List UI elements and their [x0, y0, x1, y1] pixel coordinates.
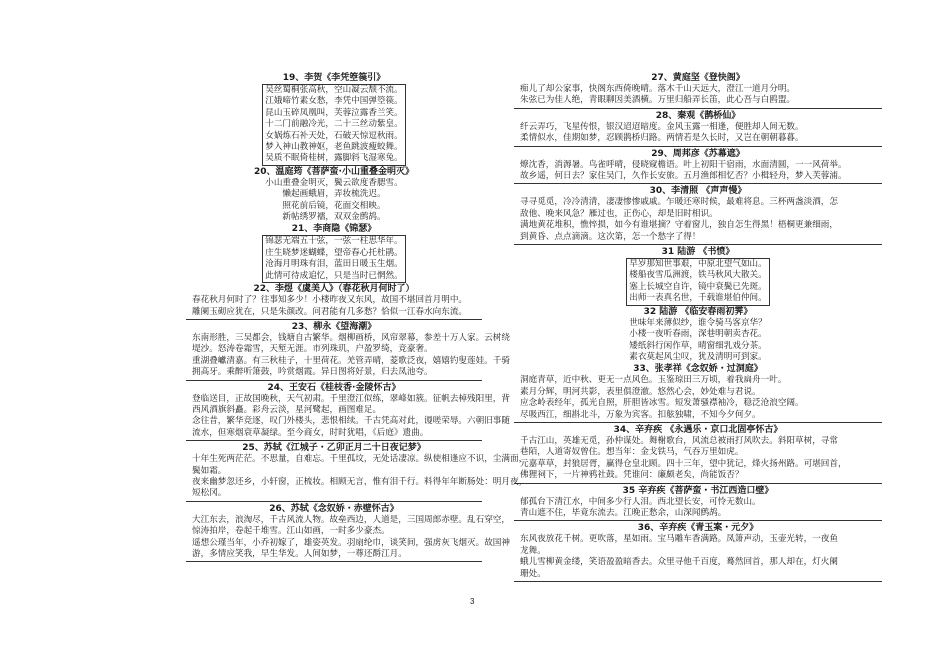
poem-line: 大江东去，浪淘尽，千古风流人物。故垒西边，人道是，三国周郎赤壁。乱石穿空， — [192, 514, 510, 525]
poem-line: 敌他、晚来风急？雁过也，正伤心，却是旧时相识。 — [520, 208, 718, 219]
poem-line: 堤沙。怒涛卷霜雪，天堑无涯。市列珠玑，户盈罗绮，竞豪奢。 — [192, 344, 433, 355]
poem-title: 28、秦观《鹊桥仙》 — [655, 110, 741, 121]
poem-line: 照花前后镜，花面交相映。 — [282, 200, 386, 211]
poem-line: 游，多情应笑我，早生华发。人间如梦，一尊还酹江月。 — [192, 549, 407, 559]
poem-title: 25、苏轼《江城子・乙卯正月二十日夜记梦》 — [242, 443, 426, 454]
poem-title: 36、辛弃疾《青玉案・元夕》 — [637, 523, 759, 534]
poem-body — [186, 332, 510, 381]
poem-line: 沧海月明珠有泪，蓝田日暖玉生烟。 — [265, 259, 403, 270]
poem-line: 千古江山，英雄无觅，孙仲谋处。舞榭歌台，风流总被雨打风吹去。斜阳草树，寻常 — [520, 435, 838, 446]
poem-line: 遥想公瑾当年，小乔初嫁了，雄姿英发。羽扇纶巾，谈笑间，强虏灰飞烟灭。故国神 — [192, 537, 510, 548]
poem-line: 重湖叠巘清嘉。有三秋桂子，十里荷花。羌管弄晴，菱歌泛夜，嬉嬉钓叟莲娃。千骑 — [192, 355, 510, 366]
poem-body — [514, 534, 882, 582]
poem-line: 西风酒旗斜矗。彩舟云淡，星河鹭起，画图难足。 — [192, 404, 382, 415]
poem-title: 29、周邦彦《苏幕遮》 — [651, 148, 745, 159]
poem-section — [186, 503, 510, 563]
poem-line: 郁孤台下清江水，中间多少行人泪。西北望长安，可怜无数山。 — [520, 496, 761, 507]
poem-line: 梦入神山教神妪，老鱼跳波瘦蛟舞。 — [265, 142, 403, 153]
poem-line: 朱弦已为佳人绝，青眼聊因美酒横。万里归船弄长笛，此心吾与白鸥盟。 — [520, 95, 796, 106]
poem-body — [186, 178, 482, 224]
poem-section — [514, 246, 882, 306]
poem-line: 十年生死两茫茫。不思量，自难忘。千里孤坟，无处话凄凉。纵使相逢应不识，尘满面， — [192, 454, 528, 465]
poem-line: 昆山玉碎凤凰叫，芙蓉泣露香兰笑。 — [265, 107, 403, 118]
poem-body — [186, 393, 510, 442]
poem-section — [514, 485, 882, 522]
poem-body — [186, 514, 510, 563]
poem-line: 世味年来薄似纱，谁令骑马客京华？ — [629, 317, 767, 328]
poem-section — [514, 148, 882, 185]
page-number: 3 — [470, 597, 475, 606]
poem-line: 元嘉草草，封狼居胥，赢得仓皇北顾。四十三年，望中犹记，烽火扬州路。可堪回首， — [520, 458, 847, 469]
poem-line: 青山遮不住，毕竟东流去。江晚正愁余，山深闻鹧鸪。 — [520, 507, 727, 518]
poem-body — [514, 318, 882, 364]
poem-title: 20、温庭筠《菩萨蛮·小山重叠金明灭》 — [254, 166, 414, 177]
poem-line: 拥高牙。乘醉听箫鼓，吟赏烟霞。异日图将好景，归去凤池夸。 — [192, 367, 433, 378]
poem-title: 21、李商隐《锦瑟》 — [291, 224, 377, 235]
poem-line: 念往昔，繁华竞逐，叹门外楼头，悲恨相续。千古凭高对此，谩嗟荣辱。六朝旧事随 — [192, 416, 510, 427]
poem-line: 佛狸祠下，一片神鸦社鼓。凭谁问：廉颇老矣，尚能饭否？ — [520, 470, 744, 481]
poem-section — [186, 382, 510, 442]
poem-title: 23、柳永《望海潮》 — [291, 321, 377, 332]
poem-section — [186, 223, 482, 283]
poem-line: 此情可待成追忆，只是当时已惘然。 — [265, 270, 403, 281]
poem-section — [514, 185, 882, 245]
poem-body — [514, 84, 882, 109]
poem-line: 到黄昏、点点滴滴。这次第，怎一个愁字了得！ — [520, 231, 701, 242]
poem-title: 19、李贺《李凭箜篌引》 — [282, 73, 386, 83]
poem-section — [186, 72, 482, 166]
poem-line: 登临送目，正故国晚秋，天气初肃。千里澄江似练，翠峰如簇。征帆去棹残阳里，背 — [192, 393, 510, 404]
poem-line: 满地黄花堆积，憔悴损，如今有谁堪摘？守着窗儿，独自怎生得黑！梧桐更兼细雨， — [520, 220, 838, 231]
poem-line: 尽吸西江，细斟北斗，万象为宾客。扣舷独啸，不知今夕何夕。 — [520, 409, 761, 420]
poem-line: 寻寻觅觅，冷冷清清，凄凄惨惨戚戚。乍暖还寒时候，最难将息。三杯两盏淡酒，怎 — [520, 197, 838, 208]
poem-line: 新帖绣罗襦，双双金鹧鸪。 — [282, 212, 386, 223]
poem-section — [514, 522, 882, 582]
poem-line: 春花秋月何时了？往事知多少！小楼昨夜又东风，故国不堪回首月明中。 — [192, 295, 468, 306]
left-column — [186, 72, 528, 563]
poem-title: 24、王安石《桂枝香·金陵怀古》 — [267, 382, 401, 393]
poem-title: 26、苏轼《念奴娇・赤壁怀古》 — [269, 503, 399, 514]
poem-title: 27、黄庭坚《登快阁》 — [651, 73, 745, 83]
poem-box — [262, 235, 406, 283]
poem-line: 燎沈香，消溽暑。鸟雀呼晴，侵晓窥檐语。叶上初阳干宿雨，水面清圆，一一风荷举。 — [520, 159, 847, 170]
poem-line: 吴质不眠倚桂树，露脚斜飞湿寒兔。 — [265, 153, 403, 164]
poem-title: 35 辛弃疾《菩萨蛮・书江西造口壁》 — [622, 485, 774, 496]
poem-line: 巷陌，人道寄奴曾住。想当年：金戈铁马，气吞万里如虎。 — [520, 447, 744, 458]
poem-body — [186, 295, 482, 320]
poem-section — [514, 306, 882, 364]
poem-box — [626, 258, 770, 306]
right-column — [514, 72, 882, 583]
poem-line: 小山重叠金明灭，鬓云欲度香腮雪。 — [265, 177, 403, 188]
poem-title: 30、李清照 《声声慢》 — [649, 186, 747, 197]
poem-box-wrap — [186, 235, 482, 283]
poem-line: 出师一表真名世，千载谁堪伯仲间。 — [629, 293, 767, 304]
poem-body — [514, 375, 882, 423]
poem-line: 懒起画蛾眉，弄妆梳洗迟。 — [282, 189, 386, 200]
poem-line: 锦瑟无端五十弦，一弦一柱思华年。 — [265, 236, 403, 247]
poem-section — [186, 321, 510, 381]
poem-body — [514, 197, 882, 245]
poem-line: 矮纸斜行闲作草，晴窗细乳戏分茶。 — [629, 340, 767, 351]
poem-line: 吴丝蜀桐张高秋，空山凝云颓不流。 — [265, 85, 403, 95]
poem-line: 雕阑玉砌应犹在，只是朱颜改。问君能有几多愁？恰似一江春水向东流。 — [192, 306, 468, 317]
poem-line: 东南形胜，三吴都会，钱塘自古繁华。烟柳画桥，风帘翠幕，参差十万人家。云树绕 — [192, 332, 510, 343]
poem-title: 32 陆游 《临安春雨初霁》 — [643, 306, 753, 317]
poem-line: 痴儿了却公家事，快阁东西倚晚晴。落木千山天远大，澄江一道月分明。 — [520, 84, 796, 94]
poem-line: 江娥啼竹素女愁，李凭中国弹箜篌。 — [265, 96, 403, 107]
poem-title: 22、李煜《虞美人》（春花秋月何时了） — [253, 284, 415, 295]
poem-line: 蛾儿雪柳黄金缕，笑语盈盈暗香去。众里寻他千百度，蓦然回首，那人却在，灯火阑 — [520, 557, 838, 568]
poem-line: 十二门前融冷光，二十三丝动紫皇。 — [265, 119, 403, 130]
poem-body — [514, 160, 882, 185]
poem-line: 珊处。 — [520, 568, 546, 579]
poem-body — [186, 454, 528, 502]
poem-section — [186, 166, 482, 224]
poem-line: 应念岭表经年，孤光自照，肝胆皆冰雪。短发萧骚襟袖冷，稳泛沧浪空阔。 — [520, 398, 804, 409]
poem-line: 洞庭青草，近中秋、更无一点风色。玉鉴琼田三万顷，着我扁舟一叶。 — [520, 375, 787, 386]
poem-line: 柔情似水，佳期如梦，忍顾鹊桥归路。两情若是久长时，又岂在朝朝暮暮。 — [520, 133, 804, 144]
poem-line: 夜来幽梦忽还乡，小轩窗，正梳妆。相顾无言，惟有泪千行。料得年年断肠处：明月夜， — [192, 476, 528, 487]
poem-body — [514, 122, 882, 147]
poem-line: 楼船夜雪瓜洲渡，铁马秋风大散关。 — [629, 270, 767, 281]
poem-line: 惊涛拍岸，卷起千堆雪。江山如画，一时多少豪杰。 — [192, 526, 390, 537]
poem-title: 33、张孝祥《念奴娇・过洞庭》 — [633, 364, 763, 375]
poem-line: 素月分辉，明河共影，表里俱澄澈。悠然心会，妙处难与君说。 — [520, 386, 761, 397]
poem-line: 故乡遥，何日去？家住吴门，久作长安旅。五月渔郎相忆否？小楫轻舟，梦入芙蓉浦。 — [520, 171, 847, 182]
poem-line: 龙舞。 — [520, 545, 546, 556]
poem-line: 短松冈。 — [192, 488, 227, 499]
poem-section — [186, 442, 528, 502]
poem-section — [514, 72, 882, 109]
poem-section — [514, 424, 882, 484]
poem-section — [514, 363, 882, 423]
poem-line: 早岁那知世事艰，中原北望气如山。 — [629, 259, 767, 270]
poem-box-wrap — [186, 84, 482, 166]
poem-line: 塞上长城空自许，镜中衰鬓已先斑。 — [629, 281, 767, 292]
poem-body — [514, 436, 882, 484]
poem-section — [186, 283, 482, 320]
poem-line: 小楼一夜听春雨，深巷明朝卖杏花。 — [629, 329, 767, 340]
poem-line: 庄生晓梦迷蝴蝶，望帝春心托杜鹃。 — [265, 247, 403, 258]
poem-title: 31 陆游 《书愤》 — [661, 247, 735, 258]
poem-line: 东风夜放花千树。更吹落，星如雨。宝马雕车香满路。凤箫声动，玉壶光转，一夜鱼 — [520, 534, 838, 545]
poem-line: 鬓如霜。 — [192, 465, 227, 476]
poem-line: 流水，但寒烟衰草凝绿。至今商女，时时犹唱，《后庭》遗曲。 — [192, 427, 429, 438]
poem-line: 纤云弄巧，飞星传恨，银汉迢迢暗度。金风玉露一相逢，便胜却人间无数。 — [520, 121, 804, 132]
poem-line: 女娲炼石补天处，石破天惊逗秋雨。 — [265, 130, 403, 141]
poem-box-wrap — [514, 258, 882, 306]
poem-line: 素衣莫起风尘叹，犹及清明可到家。 — [629, 351, 767, 362]
poem-title: 34、辛弃疾 《永遇乐・京口北固亭怀古》 — [613, 424, 783, 435]
poem-body — [514, 497, 882, 522]
poem-box — [262, 84, 406, 166]
poem-section — [514, 110, 882, 147]
